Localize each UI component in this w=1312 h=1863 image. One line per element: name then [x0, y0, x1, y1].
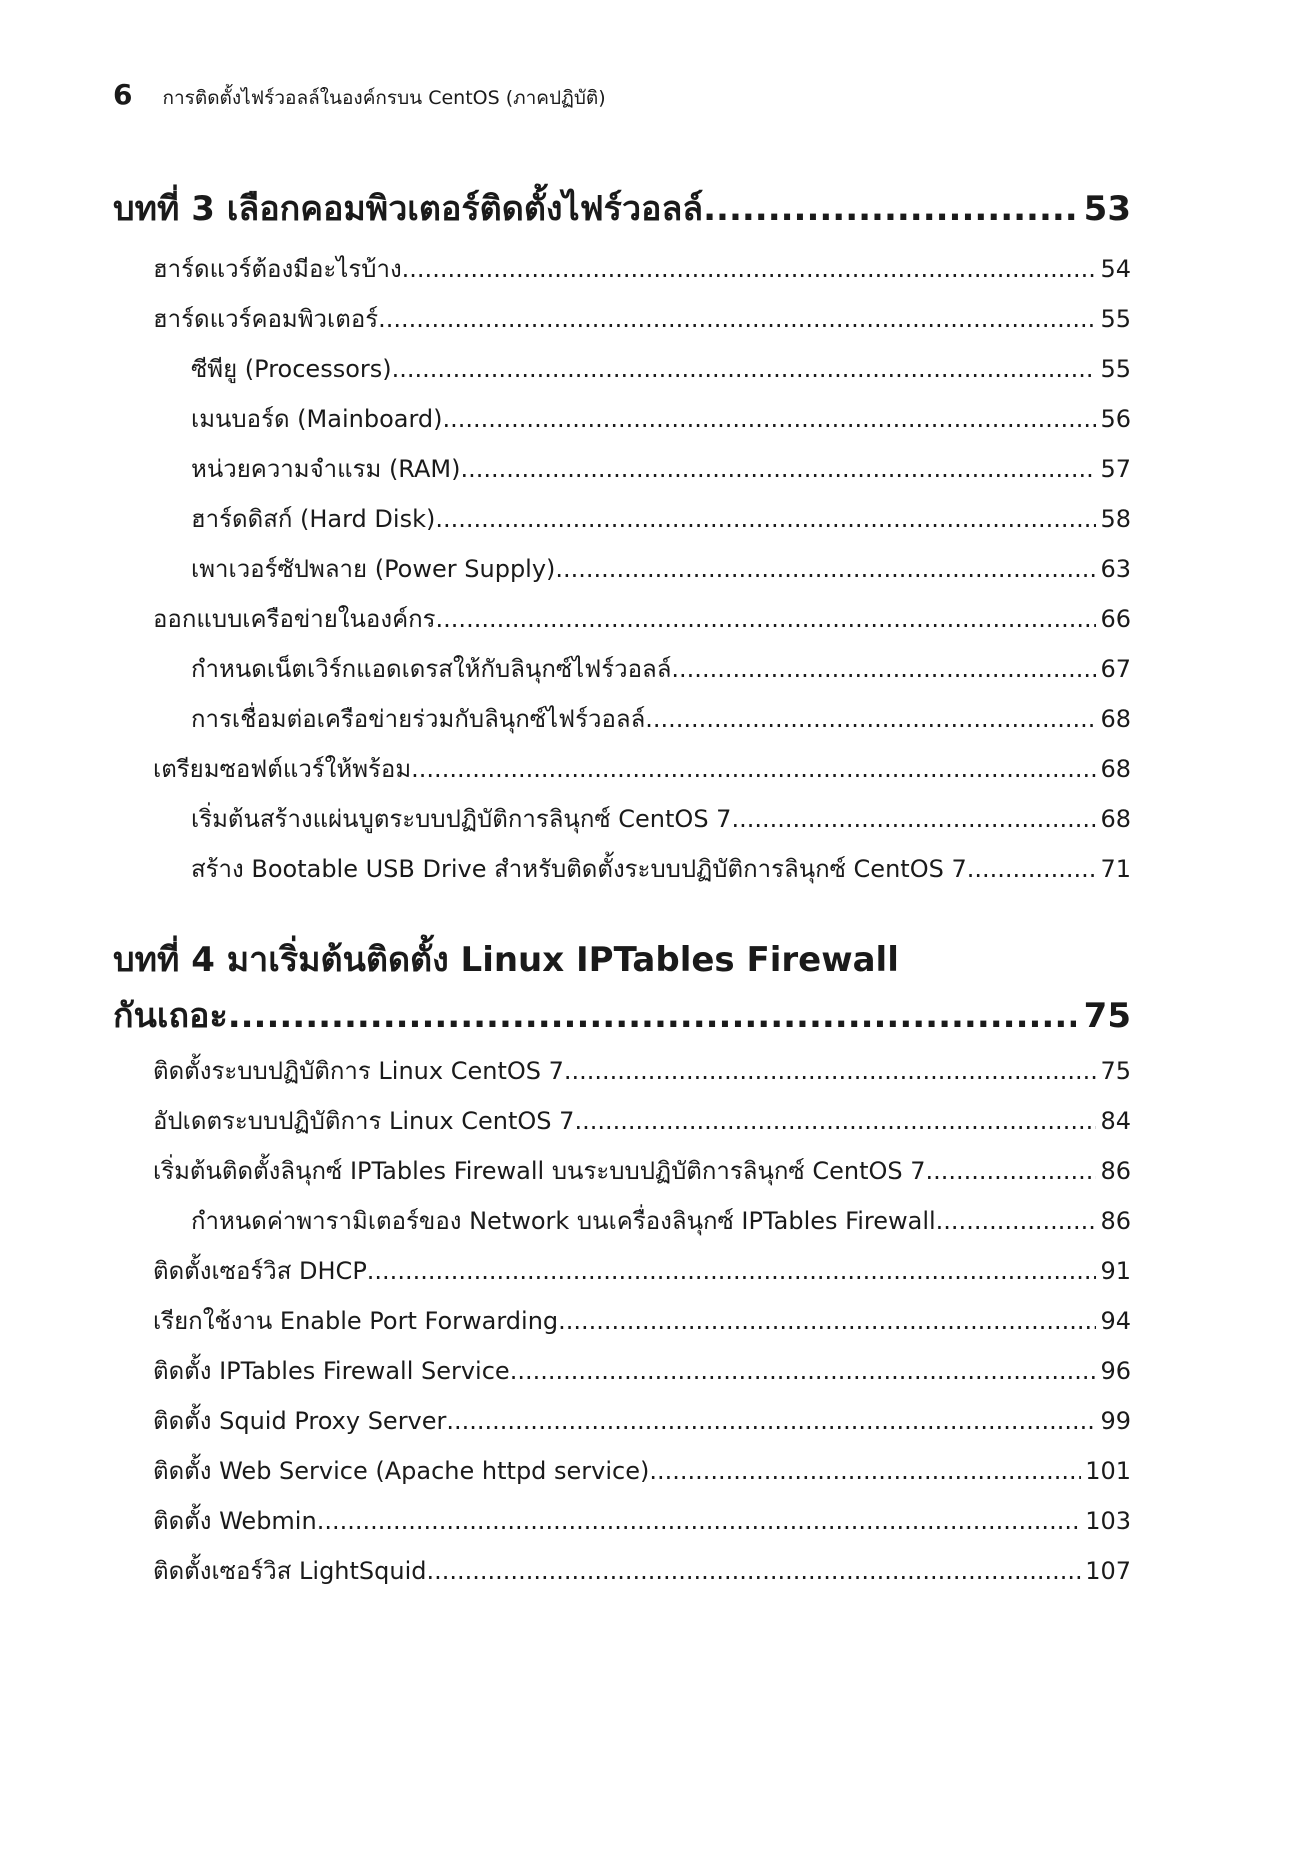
toc-entry-title: เตรียมซอฟต์แวร์ให้พร้อม — [153, 755, 412, 783]
running-header — [113, 78, 606, 113]
toc-entry-title: เริ่มต้นสร้างแผ่นบูตระบบปฏิบัติการลินุกซ์ CentOS 7 — [191, 805, 732, 833]
toc-entry-title: หน่วยความจำแรม (RAM) — [191, 455, 461, 483]
toc-entry-page: 63 — [1100, 555, 1131, 583]
toc-entry-title: ติดตั้ง Web Service (Apache httpd service) — [153, 1457, 650, 1485]
toc-entry-title: ติดตั้งเซอร์วิส DHCP — [153, 1257, 367, 1285]
chapter-4-heading — [113, 932, 1131, 1044]
toc-entry-page: 94 — [1100, 1307, 1131, 1335]
leader-dots — [926, 1146, 1097, 1196]
toc-entry-page: 56 — [1100, 405, 1131, 433]
toc-entry-page: 101 — [1085, 1457, 1131, 1485]
toc-entry-title: สร้าง Bootable USB Drive สำหรับติดตั้งระบบปฏิบัติการลินุกซ์ CentOS 7 — [191, 855, 967, 883]
toc-entry-page: 55 — [1100, 355, 1131, 383]
toc-entry-page: 103 — [1085, 1507, 1131, 1535]
toc-entry-page: 71 — [1100, 855, 1131, 883]
chapter-3-heading — [113, 178, 1131, 240]
leader-dots — [731, 794, 1096, 844]
toc-entry-page: 66 — [1100, 605, 1131, 633]
toc-entry — [113, 1296, 1131, 1346]
toc-entry — [113, 1346, 1131, 1396]
toc-entry-page: 107 — [1085, 1557, 1131, 1585]
leader-dots — [564, 1046, 1097, 1096]
toc-entry-page: 86 — [1100, 1157, 1131, 1185]
page-number: 6 — [113, 78, 133, 111]
chapter-4-title-cont — [113, 988, 1131, 1044]
toc-subentry — [113, 394, 1131, 444]
leader-dots — [402, 244, 1097, 294]
leader-dots — [967, 844, 1097, 894]
leader-dots — [510, 1346, 1097, 1396]
toc-entry-title: เรียกใช้งาน Enable Port Forwarding — [153, 1307, 559, 1335]
toc-entry — [113, 1246, 1131, 1296]
leader-dots — [446, 1396, 1096, 1446]
toc-subentry — [113, 644, 1131, 694]
toc-entry-page: 57 — [1100, 455, 1131, 483]
leader-dots — [317, 1496, 1082, 1546]
toc-entry-title: เมนบอร์ด (Mainboard) — [191, 405, 443, 433]
toc-subentry — [113, 844, 1131, 894]
leader-dots — [645, 694, 1096, 744]
toc-entry-page: 99 — [1100, 1407, 1131, 1435]
toc-entry-title: ฮาร์ดดิสก์ (Hard Disk) — [191, 505, 436, 533]
chapter-3-title: บทที่ 3 เลือกคอมพิวเตอร์ติดตั้งไฟร์วอลล์ — [113, 189, 704, 229]
toc-subentry — [113, 1196, 1131, 1246]
leader-dots — [411, 744, 1096, 794]
toc-entry-title: กำหนดค่าพารามิเตอร์ของ Network บนเครื่องลินุกซ์ IPTables Firewall — [191, 1207, 936, 1235]
leader-dots — [649, 1446, 1081, 1496]
toc-entry-page: 84 — [1100, 1107, 1131, 1135]
toc-entry-title: การเชื่อมต่อเครือข่ายร่วมกับลินุกซ์ไฟร์วอลล์ — [191, 705, 646, 733]
toc-entry — [113, 1446, 1131, 1496]
toc-subentry — [113, 444, 1131, 494]
toc-entry-page: 55 — [1100, 305, 1131, 333]
toc-entry — [113, 1496, 1131, 1546]
toc-entry-title: ออกแบบเครือข่ายในองค์กร — [153, 605, 436, 633]
toc-entry — [113, 244, 1131, 294]
toc-entry-page: 68 — [1100, 755, 1131, 783]
leader-dots — [378, 294, 1096, 344]
chapter-4-title: บทที่ 4 มาเริ่มต้นติดตั้ง Linux IPTables Firewall — [113, 940, 899, 980]
toc-entry — [113, 1546, 1131, 1596]
leader-dots — [436, 594, 1097, 644]
toc-entry-title: ติดตั้ง Squid Proxy Server — [153, 1407, 447, 1435]
toc-entry — [113, 744, 1131, 794]
toc-entry-page: 75 — [1100, 1057, 1131, 1085]
toc-entry — [113, 594, 1131, 644]
book-title: การติดตั้งไฟร์วอลล์ในองค์กรบน CentOS (ภาคปฏิบัติ) — [162, 87, 606, 109]
chapter-4-section — [113, 932, 1131, 1596]
leader-dots — [392, 344, 1097, 394]
leader-dots — [443, 394, 1097, 444]
leader-dots — [574, 1096, 1096, 1146]
leader-dots — [703, 178, 1076, 240]
toc-entry — [113, 1146, 1131, 1196]
chapter-4-title-line2: กันเถอะ — [113, 996, 228, 1036]
leader-dots — [936, 1196, 1097, 1246]
toc-subentry — [113, 694, 1131, 744]
toc-entry-page: 91 — [1100, 1257, 1131, 1285]
chapter-3-section — [113, 178, 1131, 894]
toc-entry-page: 68 — [1100, 805, 1131, 833]
chapter-3-page: 53 — [1083, 189, 1131, 229]
toc-entry-title: เพาเวอร์ซัปพลาย (Power Supply) — [191, 555, 556, 583]
toc-entry-title: เริ่มต้นติดตั้งลินุกซ์ IPTables Firewall บนระบบปฏิบัติการลินุกซ์ CentOS 7 — [153, 1157, 926, 1185]
leader-dots — [555, 544, 1096, 594]
leader-dots — [461, 444, 1097, 494]
toc-entry-title: อัปเดตระบบปฏิบัติการ Linux CentOS 7 — [153, 1107, 575, 1135]
toc-entry-page: 67 — [1100, 655, 1131, 683]
toc-entry-title: ติดตั้ง Webmin — [153, 1507, 317, 1535]
toc-entry-title: ติดตั้ง IPTables Firewall Service — [153, 1357, 510, 1385]
toc-entry-title: กำหนดเน็ตเวิร์กแอดเดรสให้กับลินุกซ์ไฟร์วอลล์ — [191, 655, 672, 683]
toc-entry-page: 58 — [1100, 505, 1131, 533]
toc-entry — [113, 1046, 1131, 1096]
toc-subentry — [113, 344, 1131, 394]
toc-entry-title: ฮาร์ดแวร์ต้องมีอะไรบ้าง — [153, 255, 402, 283]
toc-entry-page: 86 — [1100, 1207, 1131, 1235]
leader-dots — [558, 1296, 1096, 1346]
toc-entry-title: ซีพียู (Processors) — [191, 355, 392, 383]
toc-entry-page: 54 — [1100, 255, 1131, 283]
leader-dots — [427, 1546, 1082, 1596]
toc-entry-title: ติดตั้งระบบปฏิบัติการ Linux CentOS 7 — [153, 1057, 564, 1085]
toc-subentry — [113, 544, 1131, 594]
toc-subentry — [113, 794, 1131, 844]
toc-entry — [113, 1096, 1131, 1146]
toc-entry-page: 96 — [1100, 1357, 1131, 1385]
leader-dots — [671, 644, 1096, 694]
leader-dots — [367, 1246, 1097, 1296]
toc-subentry — [113, 494, 1131, 544]
leader-dots — [228, 988, 1076, 1044]
toc-entry-title: ฮาร์ดแวร์คอมพิวเตอร์ — [153, 305, 379, 333]
toc-entry — [113, 1396, 1131, 1446]
toc-entry-title: ติดตั้งเซอร์วิส LightSquid — [153, 1557, 427, 1585]
toc-entry-page: 68 — [1100, 705, 1131, 733]
toc-entry — [113, 294, 1131, 344]
chapter-4-page: 75 — [1083, 996, 1131, 1036]
leader-dots — [435, 494, 1096, 544]
